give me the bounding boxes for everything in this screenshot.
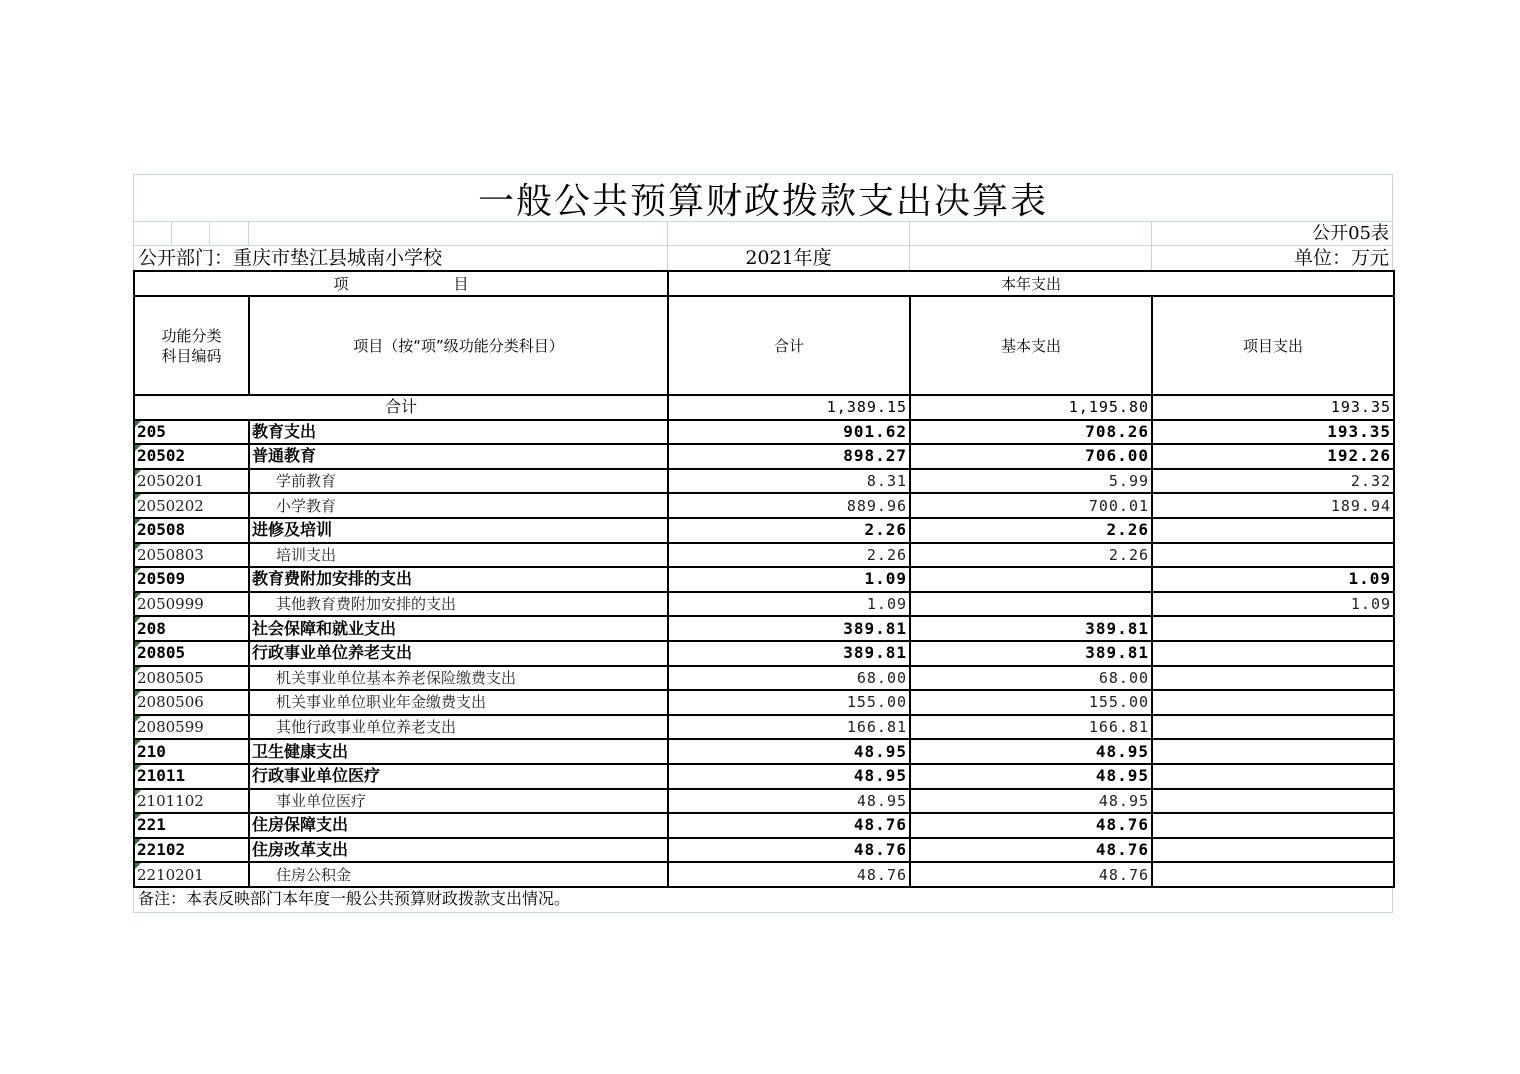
table-row: [134, 518, 1394, 543]
row-total: 1.09: [668, 592, 910, 617]
row-project: [1152, 641, 1394, 666]
blank-cell: [134, 222, 172, 245]
row-code: 208: [134, 616, 249, 641]
table-row: [134, 715, 1394, 740]
row-name: 普通教育: [249, 444, 668, 469]
table-row: [134, 789, 1394, 814]
row-total: 898.27: [668, 444, 910, 469]
row-basic: 389.81: [910, 641, 1152, 666]
row-project: 1.09: [1152, 567, 1394, 592]
total-project: 193.35: [1152, 395, 1394, 420]
table-row: [134, 690, 1394, 715]
total-row: [134, 395, 1394, 420]
table-row: [134, 592, 1394, 617]
row-code: 20508: [134, 518, 249, 543]
header-row-1: [134, 271, 1394, 296]
budget-sheet: [133, 174, 1393, 913]
row-basic: 700.01: [910, 493, 1152, 518]
table-row: [134, 543, 1394, 568]
row-name: 住房保障支出: [249, 813, 668, 838]
table-row: [134, 764, 1394, 789]
department-label: 公开部门：重庆市垫江县城南小学校: [134, 246, 668, 270]
row-name: 学前教育: [249, 469, 668, 494]
row-project: [1152, 764, 1394, 789]
row-code: 20805: [134, 641, 249, 666]
row-total: 48.95: [668, 764, 910, 789]
code-column-header: 功能分类 科目编码: [134, 296, 249, 395]
row-basic: 166.81: [910, 715, 1152, 740]
form-number-row: [133, 221, 1393, 245]
unit-label: 单位：万元: [1293, 247, 1389, 269]
row-code: 2050201: [134, 469, 249, 494]
blank-cell: [910, 246, 1152, 270]
row-project: [1152, 813, 1394, 838]
row-code: 20502: [134, 444, 249, 469]
row-name: 培训支出: [249, 543, 668, 568]
header-row-2: [134, 296, 1394, 395]
row-basic: 48.76: [910, 862, 1152, 887]
row-project: [1152, 862, 1394, 887]
row-code: 2101102: [134, 789, 249, 814]
row-code: 2050803: [134, 543, 249, 568]
row-total: 48.76: [668, 813, 910, 838]
row-code: 2210201: [134, 862, 249, 887]
row-project: 2.32: [1152, 469, 1394, 494]
table-row: [134, 469, 1394, 494]
row-total: 2.26: [668, 543, 910, 568]
row-code: 2080506: [134, 690, 249, 715]
row-code: 2080505: [134, 666, 249, 691]
row-code: 2050202: [134, 493, 249, 518]
total-label: 合计: [134, 395, 668, 420]
row-basic: 155.00: [910, 690, 1152, 715]
row-project: [1152, 616, 1394, 641]
title-row: [133, 174, 1393, 221]
row-total: 155.00: [668, 690, 910, 715]
row-project: [1152, 543, 1394, 568]
row-total: 48.76: [668, 838, 910, 863]
row-name: 行政事业单位养老支出: [249, 641, 668, 666]
row-project: [1152, 518, 1394, 543]
row-name: 事业单位医疗: [249, 789, 668, 814]
row-basic: 48.95: [910, 764, 1152, 789]
row-project: 1.09: [1152, 592, 1394, 617]
row-basic: 5.99: [910, 469, 1152, 494]
row-code: 21011: [134, 764, 249, 789]
form-number: 公开05表: [1312, 223, 1389, 244]
row-total: 68.00: [668, 666, 910, 691]
blank-cell: [172, 222, 210, 245]
row-basic: 48.95: [910, 739, 1152, 764]
row-project: [1152, 838, 1394, 863]
row-total: 1.09: [668, 567, 910, 592]
row-name: 进修及培训: [249, 518, 668, 543]
row-total: 901.62: [668, 420, 910, 445]
row-name: 教育支出: [249, 420, 668, 445]
row-name: 机关事业单位职业年金缴费支出: [249, 690, 668, 715]
page-title: 一般公共预算财政拨款支出决算表: [477, 180, 1048, 222]
row-total: 389.81: [668, 641, 910, 666]
meta-row: [133, 245, 1393, 270]
row-total: 8.31: [668, 469, 910, 494]
row-project: [1152, 715, 1394, 740]
row-project: [1152, 690, 1394, 715]
row-project: 192.26: [1152, 444, 1394, 469]
table-row: [134, 493, 1394, 518]
row-basic: [910, 592, 1152, 617]
row-project: [1152, 666, 1394, 691]
row-project: 193.35: [1152, 420, 1394, 445]
table-row: [134, 420, 1394, 445]
row-name: 住房公积金: [249, 862, 668, 887]
row-total: 389.81: [668, 616, 910, 641]
row-code: 2050999: [134, 592, 249, 617]
row-total: 889.96: [668, 493, 910, 518]
table-row: [134, 616, 1394, 641]
table-row: [134, 862, 1394, 887]
row-total: 48.76: [668, 862, 910, 887]
year-expense-header: 本年支出: [668, 271, 1394, 296]
table-row: [134, 739, 1394, 764]
row-basic: 2.26: [910, 543, 1152, 568]
row-basic: 708.26: [910, 420, 1152, 445]
table-row: [134, 567, 1394, 592]
expense-table: [133, 270, 1395, 888]
table-row: [134, 813, 1394, 838]
basic-column-header: 基本支出: [910, 296, 1152, 395]
row-basic: 48.76: [910, 838, 1152, 863]
row-code: 20509: [134, 567, 249, 592]
row-total: 48.95: [668, 789, 910, 814]
name-column-header: 项目（按“项”级功能分类科目）: [249, 296, 668, 395]
blank-cell: [910, 222, 1152, 245]
row-name: 小学教育: [249, 493, 668, 518]
row-name: 社会保障和就业支出: [249, 616, 668, 641]
row-code: 210: [134, 739, 249, 764]
row-name: 行政事业单位医疗: [249, 764, 668, 789]
table-row: [134, 444, 1394, 469]
project-column-header: 项目支出: [1152, 296, 1394, 395]
table-row: [134, 641, 1394, 666]
row-project: [1152, 739, 1394, 764]
row-project: [1152, 789, 1394, 814]
row-total: 48.95: [668, 739, 910, 764]
row-name: 住房改革支出: [249, 838, 668, 863]
blank-cell: [249, 222, 668, 245]
row-code: 2080599: [134, 715, 249, 740]
table-row: [134, 838, 1394, 863]
blank-cell: [210, 222, 249, 245]
row-basic: 48.76: [910, 813, 1152, 838]
table-row: [134, 666, 1394, 691]
row-total: 2.26: [668, 518, 910, 543]
row-code: 221: [134, 813, 249, 838]
total-amount: 1,389.15: [668, 395, 910, 420]
row-name: 卫生健康支出: [249, 739, 668, 764]
row-name: 其他教育费附加安排的支出: [249, 592, 668, 617]
fiscal-year: 2021年度: [668, 246, 910, 270]
row-project: 189.94: [1152, 493, 1394, 518]
row-basic: 389.81: [910, 616, 1152, 641]
blank-cell: [668, 222, 910, 245]
row-total: 166.81: [668, 715, 910, 740]
item-header: 项 目: [134, 271, 668, 296]
row-name: 教育费附加安排的支出: [249, 567, 668, 592]
row-basic: [910, 567, 1152, 592]
total-column-header: 合计: [668, 296, 910, 395]
row-name: 机关事业单位基本养老保险缴费支出: [249, 666, 668, 691]
row-basic: 68.00: [910, 666, 1152, 691]
row-name: 其他行政事业单位养老支出: [249, 715, 668, 740]
total-basic: 1,195.80: [910, 395, 1152, 420]
row-basic: 48.95: [910, 789, 1152, 814]
row-basic: 706.00: [910, 444, 1152, 469]
row-code: 22102: [134, 838, 249, 863]
row-code: 205: [134, 420, 249, 445]
row-basic: 2.26: [910, 518, 1152, 543]
footnote: 备注：本表反映部门本年度一般公共预算财政拨款支出情况。: [133, 888, 1393, 913]
